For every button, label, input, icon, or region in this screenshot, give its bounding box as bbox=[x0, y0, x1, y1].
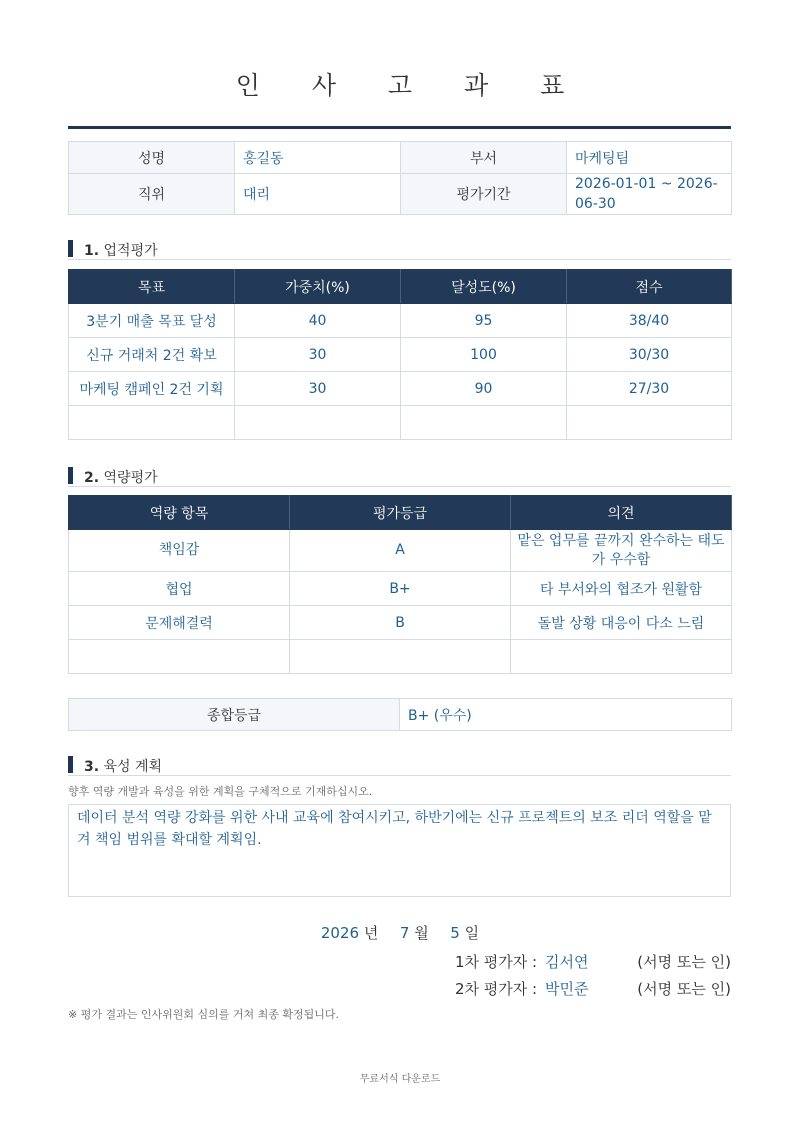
achievement-cell: 90 bbox=[401, 372, 567, 406]
section-competency-heading bbox=[68, 467, 731, 487]
table-header: 의견 bbox=[511, 496, 732, 530]
table-header: 달성도(%) bbox=[401, 270, 567, 304]
section-marker bbox=[68, 756, 73, 773]
evaluator-label: 1차 평가자 : bbox=[455, 953, 538, 971]
table-row bbox=[69, 338, 732, 372]
overall-grade-table bbox=[68, 698, 732, 731]
table-row bbox=[69, 572, 732, 606]
competency-item-cell bbox=[69, 640, 290, 674]
competency-item-cell: 협업 bbox=[69, 572, 290, 606]
section-marker bbox=[68, 240, 73, 257]
goal-cell: 신규 거래처 2건 확보 bbox=[69, 338, 235, 372]
table-header: 평가등급 bbox=[290, 496, 511, 530]
section-number: 3. bbox=[84, 759, 100, 775]
signature-field: (서명 또는 인) bbox=[637, 953, 731, 971]
score-cell bbox=[567, 406, 732, 440]
table-row bbox=[69, 406, 732, 440]
evaluation-date bbox=[0, 922, 800, 943]
weight-cell: 30 bbox=[235, 338, 401, 372]
development-hint: 향후 역량 개발과 육성을 위한 계획을 구체적으로 기재하십시오. bbox=[68, 785, 373, 798]
name-value: 홍길동 bbox=[235, 142, 401, 174]
position-label: 직위 bbox=[69, 174, 235, 215]
goal-cell: 3분기 매출 목표 달성 bbox=[69, 304, 235, 338]
score-cell: 27/30 bbox=[567, 372, 732, 406]
table-header: 가중치(%) bbox=[235, 270, 401, 304]
evaluator-label: 2차 평가자 : bbox=[455, 980, 538, 998]
grade-cell bbox=[290, 640, 511, 674]
weight-cell: 30 bbox=[235, 372, 401, 406]
grade-cell: B+ bbox=[290, 572, 511, 606]
weight-cell bbox=[235, 406, 401, 440]
table-header: 목표 bbox=[69, 270, 235, 304]
section-title: 업적평가 bbox=[103, 243, 158, 259]
goal-cell: 마케팅 캠페인 2건 기획 bbox=[69, 372, 235, 406]
achievement-cell: 100 bbox=[401, 338, 567, 372]
table-header: 역량 항목 bbox=[69, 496, 290, 530]
performance-table bbox=[68, 269, 732, 440]
footer-link[interactable]: 무료서식 다운로드 bbox=[359, 1074, 441, 1085]
grade-cell: B bbox=[290, 606, 511, 640]
section-title: 역량평가 bbox=[103, 470, 158, 486]
employee-info-table bbox=[68, 141, 732, 215]
date-year-unit: 년 bbox=[363, 924, 379, 942]
weight-cell: 40 bbox=[235, 304, 401, 338]
date-month-unit: 월 bbox=[414, 924, 429, 942]
competency-item-cell: 문제해결력 bbox=[69, 606, 290, 640]
score-cell: 38/40 bbox=[567, 304, 732, 338]
table-row bbox=[69, 640, 732, 674]
signature-field: (서명 또는 인) bbox=[637, 980, 731, 998]
development-plan-text: 데이터 분석 역량 강화를 위한 사내 교육에 참여시키고, 하반기에는 신규 프로젝트의 보조 리더 역할을 맡겨 책임 범위를 확대할 계획임. bbox=[68, 804, 731, 897]
evaluator-name: 김서연 bbox=[545, 953, 589, 971]
table-row bbox=[69, 606, 732, 640]
table-row bbox=[69, 372, 732, 406]
page-title: 인 사 고 과 표 bbox=[235, 71, 587, 100]
footnote: ※ 평가 결과는 인사위원회 심의를 거쳐 최종 확정됩니다. bbox=[68, 1008, 339, 1021]
opinion-cell: 맡은 업무를 끝까지 완수하는 태도가 우수함 bbox=[511, 530, 732, 572]
goal-cell bbox=[69, 406, 235, 440]
position-value: 대리 bbox=[235, 174, 401, 215]
period-label: 평가기간 bbox=[401, 174, 567, 215]
section-number: 2. bbox=[84, 470, 100, 486]
achievement-cell: 95 bbox=[401, 304, 567, 338]
section-development-heading bbox=[68, 756, 731, 776]
competency-table bbox=[68, 495, 732, 674]
section-performance-heading bbox=[68, 240, 731, 260]
date-day-unit: 일 bbox=[464, 924, 480, 942]
section-number: 1. bbox=[84, 243, 100, 259]
date-month: 7 bbox=[399, 924, 410, 942]
opinion-cell: 타 부서와의 협조가 원활함 bbox=[511, 572, 732, 606]
date-year: 2026 bbox=[320, 924, 360, 942]
overall-grade-label: 종합등급 bbox=[69, 699, 400, 731]
section-title: 육성 계획 bbox=[103, 759, 163, 775]
table-row bbox=[69, 530, 732, 572]
period-value: 2026-01-01 ~ 2026-06-30 bbox=[567, 174, 732, 215]
score-cell: 30/30 bbox=[567, 338, 732, 372]
opinion-cell: 돌발 상황 대응이 다소 느림 bbox=[511, 606, 732, 640]
table-header: 점수 bbox=[567, 270, 732, 304]
opinion-cell bbox=[511, 640, 732, 674]
grade-cell: A bbox=[290, 530, 511, 572]
dept-label: 부서 bbox=[401, 142, 567, 174]
name-label: 성명 bbox=[69, 142, 235, 174]
title-divider bbox=[68, 126, 731, 129]
competency-item-cell: 책임감 bbox=[69, 530, 290, 572]
overall-grade-value: B+ (우수) bbox=[400, 699, 732, 731]
section-marker bbox=[68, 467, 73, 484]
achievement-cell bbox=[401, 406, 567, 440]
table-row bbox=[69, 304, 732, 338]
evaluator-name: 박민준 bbox=[545, 980, 589, 998]
date-day: 5 bbox=[450, 924, 460, 942]
dept-value: 마케팅팀 bbox=[567, 142, 732, 174]
